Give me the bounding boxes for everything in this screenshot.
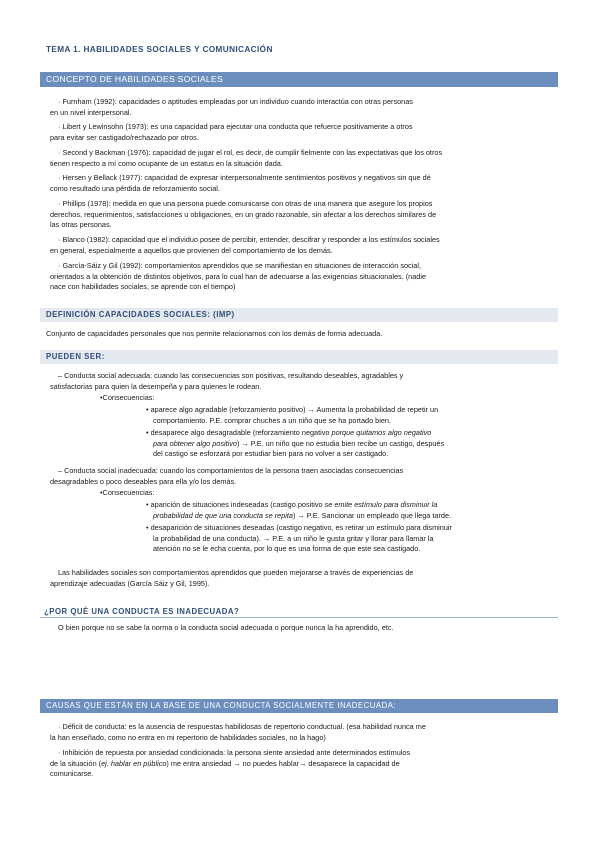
summary-text: aprendizaje adecuadas (García Sáiz y Gil, 1995). — [50, 578, 210, 588]
list-item: orientados a la obtención de distintos objetivos, para lo cual han de adecuarse a las exigencias situacionales. (nadie — [50, 271, 427, 281]
list-item: en un nivel interpersonal. — [50, 107, 132, 117]
list-item: • aparición de situaciones indeseadas (castigo positivo se emite estímulo para disminuir la — [146, 500, 438, 509]
list-item: comportamiento. P.E. comprar chuches a un niño que se ha portado bien. — [153, 415, 391, 425]
inadecuada-line: – Conducta social inadecuada: cuando los comportamientos de la persona traen asociadas consecuencias — [58, 466, 404, 475]
list-item: · Inhibición de repuesta por ansiedad condicionada: la persona siente ansiedad ante determinados estímulos — [58, 748, 411, 757]
section-heading-pueden-ser: PUEDEN SER: — [40, 350, 558, 364]
list-item: del castigo se esforzará por estudiar bien para no volver a ser castigado. — [153, 449, 389, 459]
list-item: de la situación (ej. hablar en público) me entra ansiedad → no puedes hablar→ desaparece la capacidad de — [50, 758, 400, 768]
page-title: TEMA 1. HABILIDADES SOCIALES Y COMUNICACIÓN — [46, 45, 273, 54]
list-item: · Blanco (1982): capacidad que el individuo posee de percibir, entender, descifrar y responder a los estímulos sociales — [58, 235, 440, 244]
list-item: atención no se le echa cuenta, por lo que es una forma de que este sea castigado. — [153, 544, 421, 554]
list-item: nace con habilidades sociales, se aprende con el tiempo) — [50, 282, 236, 292]
adecuada-line: – Conducta social adecuada: cuando las consecuencias son positivas, resultando deseables, agradables y — [58, 371, 404, 380]
section-heading-definicion: DEFINICIÓN CAPACIDADES SOCIALES: (IMP) — [40, 308, 558, 322]
list-item: • aparece algo agradable (reforzamiento positivo) → Aumenta la probabilidad de repetir un — [146, 405, 439, 414]
list-item: derechos, requerimientos, satisfacciones u obligaciones, en un grado razonable, sin afectar a los derechos similares de — [50, 209, 437, 219]
list-item: · Libert y Lewinsohn (1973): es una capacidad para ejecutar una conducta que refuerce positivamente a otros — [58, 122, 413, 131]
list-item: en general, especialmente a aquellos que provienen del comportamiento de los demás. — [50, 245, 333, 255]
porque-text: O bien porque no se sabe la norma o la conducta social adecuada o porque nunca la ha aprendido, etc. — [58, 623, 394, 632]
list-item: • desaparición de situaciones deseadas (castigo negativo, es retirar un estímulo para disminuir — [146, 523, 452, 532]
list-item: la probabilidad de una conducta). → P.E. a un niño le gusta gritar y llorar para llamar la — [153, 533, 434, 543]
list-item: • desaparece algo desagradable (reforzamiento negativo porque quitamos algo negativo — [146, 428, 432, 437]
list-item: la han enseñado, como no entra en mi repertorio de habilidades sociales, no la hago) — [50, 732, 326, 742]
adecuada-line: satisfactorias para quien la desempeña y para quienes le rodean. — [50, 381, 262, 391]
list-item: · Furnham (1992): capacidades o aptitudes empleadas por un individuo cuando interactúa con otras personas — [58, 97, 413, 106]
section-heading-porque: ¿POR QUÉ UNA CONDUCTA ES INADECUADA? — [40, 605, 558, 618]
list-item: · Phillips (1978): medida en que una persona puede comunicarse con otras de una manera que asegure los propios — [58, 199, 433, 208]
definicion-text: Conjunto de capacidades personales que nos permite relacionarnos con los demás de forma adecuada. — [46, 329, 383, 338]
list-item: · García-Sáiz y Gil (1992): comportamientos aprendidos que se manifiestan en situaciones de interacción social, — [58, 261, 421, 270]
list-item: · Hersen y Bellack (1977): capacidad de expresar interpersonalmente sentimientos positivos y negativos sin que dé — [58, 173, 431, 182]
inadecuada-line: desagradables o poco deseables para ella y/o los demás. — [50, 476, 237, 486]
consecuencias-label: •Consecuencias: — [100, 488, 155, 497]
list-item: como resultado una pérdida de reforzamiento social. — [50, 183, 220, 193]
list-item: tienen respecto a mí como ocupante de un estatus en la situación dada. — [50, 158, 283, 168]
list-item: para obtener algo positivo) → P.E. un niño que no estudia bien recibe un castigo, después — [153, 438, 445, 448]
list-item: comunicarse. — [50, 769, 94, 779]
section-heading-causas: CAUSAS QUE ESTÁN EN LA BASE DE UNA CONDUCTA SOCIALMENTE INADECUADA: — [40, 699, 558, 713]
list-item: para evitar ser castigado/rechazado por otros. — [50, 132, 199, 142]
list-item: las otras personas. — [50, 220, 112, 230]
list-item: · Déficit de conducta: es la ausencia de respuestas habilidosas de repertorio conductual. (esa habilidad nunca me — [58, 722, 426, 731]
summary-text: Las habilidades sociales son comportamientos aprendidos que pueden mejorarse a través de experiencias de — [58, 568, 414, 577]
list-item: probabilidad de que una conducta se repita) → P.E. Sancionar un empleado que llega tarde. — [153, 510, 452, 520]
list-item: · Second y Backman (1976): capacidad de jugar el rol, es decir, de cumplir fielmente con las expectativas que los otros — [58, 148, 443, 157]
consecuencias-label: •Consecuencias: — [100, 393, 155, 402]
section-heading-concepto: CONCEPTO DE HABILIDADES SOCIALES — [40, 72, 558, 87]
